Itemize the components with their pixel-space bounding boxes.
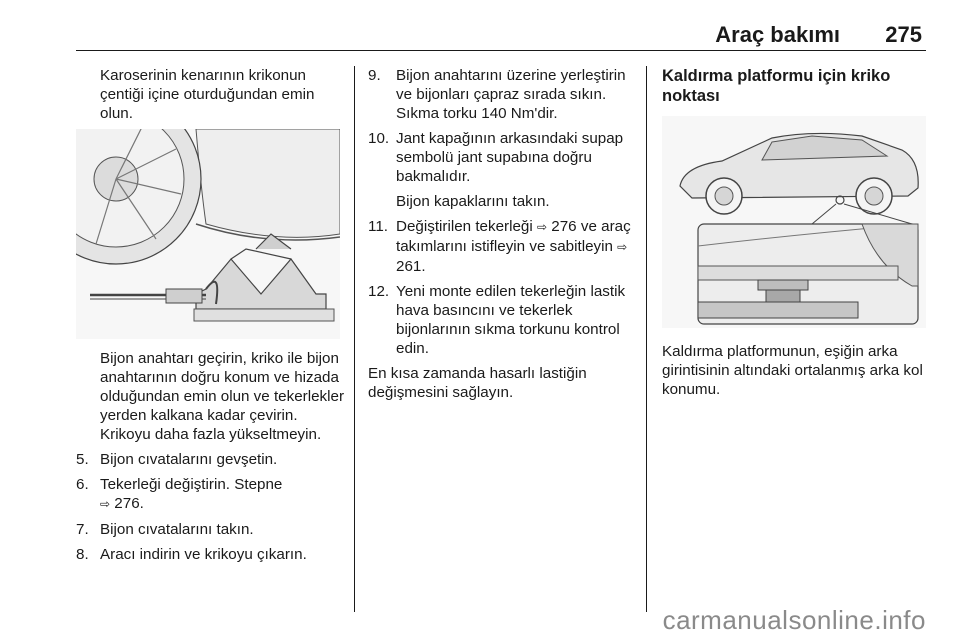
steps-list-1 <box>76 450 344 564</box>
wrench-instruction: Bijon anahtarı geçirin, kriko ile bijon anahtarının doğru konum ve hizada olduğundan emin olun ve tekerlekler yerden kalkana kadar çevirin. Krikoyu daha fazla yükseltmeyin. <box>100 350 345 443</box>
list-item: 12. Yeni monte edilen tekerleğin lastik hava basıncını ve tekerlek bijonlarının sıkma torkunu kontrol edin. <box>368 283 626 357</box>
list-item: 8. Aracı indirin ve krikoyu çıkarın. <box>76 546 307 563</box>
page-ref-link[interactable]: 261. <box>396 258 426 275</box>
page-ref-icon: ⇨ <box>100 497 111 511</box>
lift-point-illustration <box>662 116 926 328</box>
page-ref-icon: ⇨ <box>536 220 548 234</box>
page-ref-link[interactable]: 276. <box>114 495 144 512</box>
column-2 <box>368 66 634 408</box>
page-ref-link[interactable]: 276 <box>551 218 577 235</box>
column-divider-2 <box>646 66 647 612</box>
watermark: carmanualsonline.info <box>662 605 926 635</box>
list-item: 9. Bijon anahtarını üzerine yerleştirin ve bijonları çapraz sırada sıkın. Sıkma torku 140 Nm'dir. <box>368 67 626 122</box>
page-ref-icon: ⇨ <box>617 240 628 254</box>
list-item: 6. Tekerleği değiştirin. Stepne ⇨ 276. <box>76 476 283 512</box>
intro-paragraph: Karoserinin kenarının krikonun çentiği içine oturduğundan emin olun. <box>100 67 315 122</box>
column-divider-1 <box>354 66 355 612</box>
page-title: Araç bakımı <box>715 22 840 47</box>
list-item: 7. Bijon cıvatalarını takın. <box>76 521 254 538</box>
header-rule <box>76 50 926 51</box>
jack-illustration <box>76 129 340 339</box>
figure-caption: Kaldırma platformunun, eşiğin arka girintisinin altındaki ortalanmış arka kol konumu. <box>662 343 923 398</box>
note-paragraph: En kısa zamanda hasarlı lastiğin değişmesini sağlayın. <box>368 365 587 401</box>
column-1 <box>76 66 344 570</box>
list-item: 10. Jant kapağının arkasındaki supap sembolü jant supabına doğru bakmalıdır. Bijon kapaklarını takın. <box>368 130 624 210</box>
steps-list-2 <box>368 66 634 358</box>
section-heading: Kaldırma platformu için kriko noktası <box>662 67 891 105</box>
page-number: 275 <box>885 22 922 47</box>
column-3 <box>662 66 928 405</box>
list-item: 5. Bijon cıvatalarını gevşetin. <box>76 451 278 468</box>
list-item: 11. Değiştirilen tekerleği ⇨ 276 ve araç takımlarını istifleyin ve sabitleyin ⇨ 261. <box>368 218 631 275</box>
